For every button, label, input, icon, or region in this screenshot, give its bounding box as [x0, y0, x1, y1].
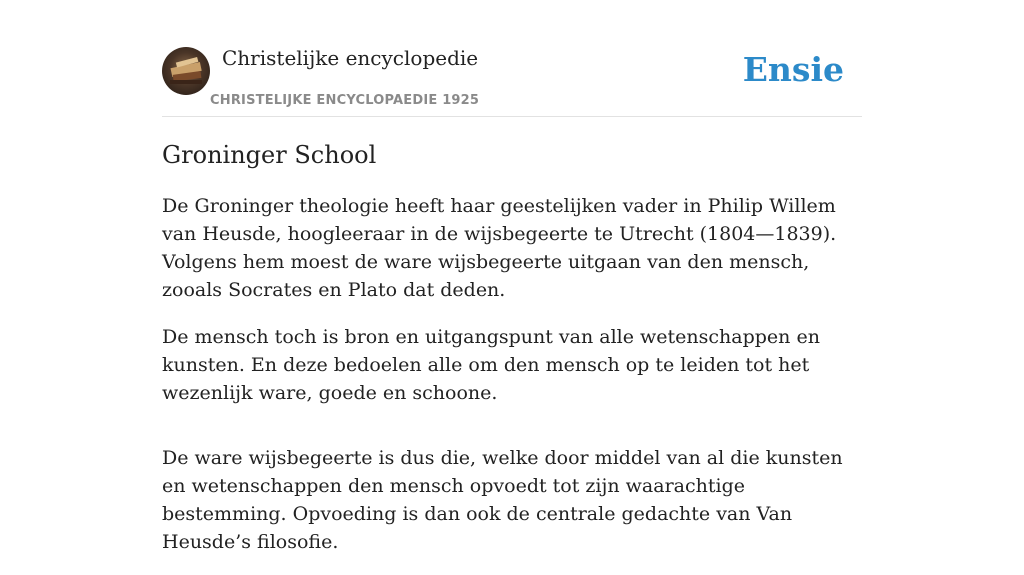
- brand-logo-link[interactable]: Ensie: [742, 50, 844, 89]
- article-paragraph: De mensch toch is bron en uitgangspunt van alle wetenschappen en kunsten. En deze bedoelen alle om den mensch op te leiden tot het wezenlijk ware, goede en schoone.: [162, 326, 820, 404]
- site-subtitle: CHRISTELIJKE ENCYCLOPAEDIE 1925: [210, 93, 480, 108]
- article: [162, 138, 867, 575]
- books-icon: [162, 47, 210, 95]
- site-header: [162, 46, 862, 117]
- article-paragraph: De ware wijsbegeerte is dus die, welke door middel van al die kunsten en wetenschappen den mensch opvoedt tot zijn waarachtige bestemming. Opvoeding is dan ook de centrale gedachte van Van Heusde’s filosofie.: [162, 447, 843, 553]
- site-title-link[interactable]: Christelijke encyclopedie: [222, 46, 479, 70]
- article-paragraph: De Groninger theologie heeft haar geestelijken vader in Philip Willem van Heusde, hoogleeraar in de wijsbegeerte te Utrecht (1804—1839). Volgens hem moest de ware wijsbegeerte uitgaan van den mensch, zooals Socrates en Plato dat deden.: [162, 195, 837, 301]
- article-title: Groninger School: [162, 141, 377, 169]
- avatar[interactable]: [162, 47, 210, 95]
